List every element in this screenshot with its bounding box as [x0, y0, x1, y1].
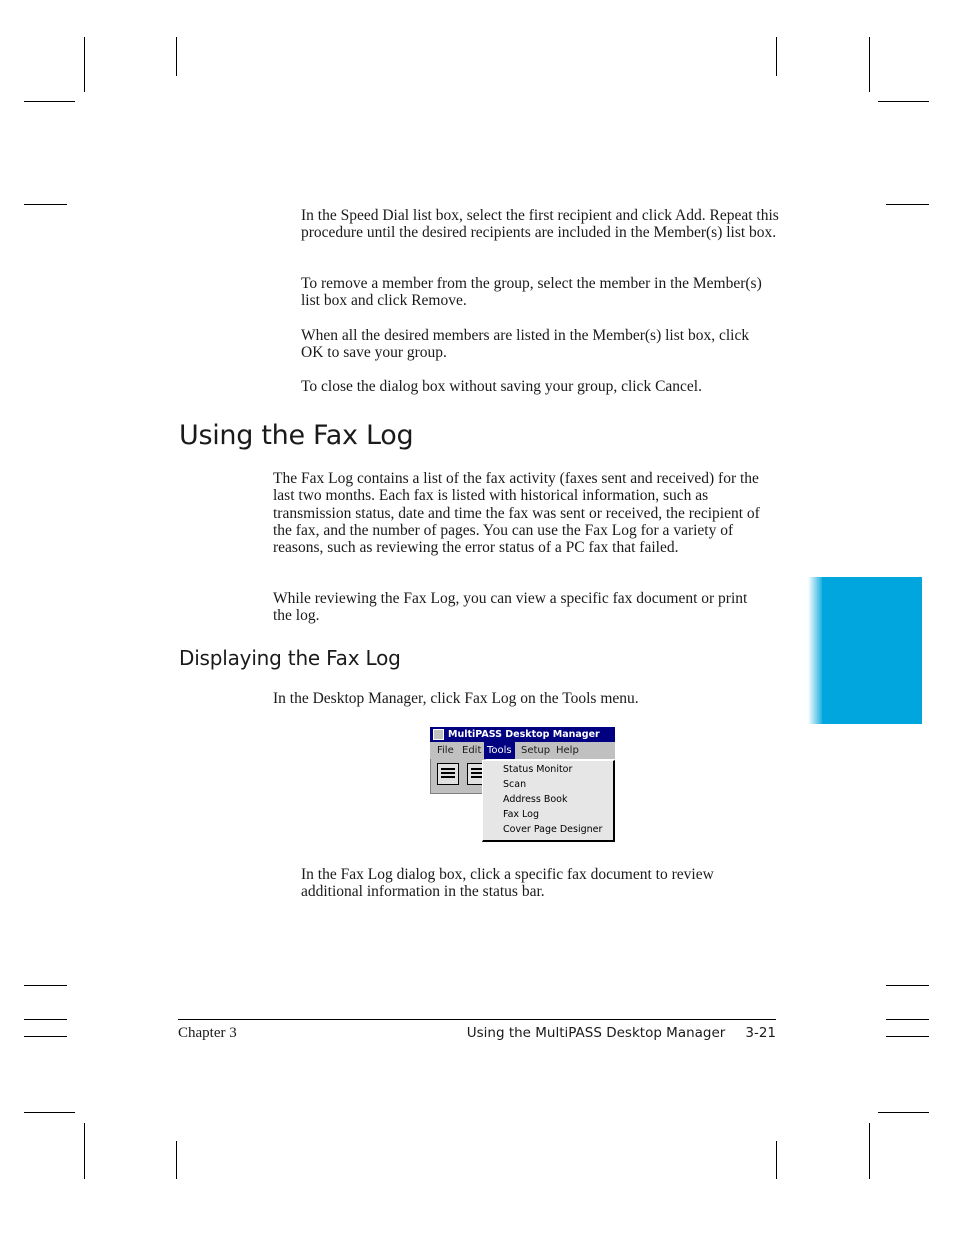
- paragraph: To remove a member from the group, select the member in the Member(s) list box and click Remove.: [301, 275, 762, 310]
- crop-mark: [878, 1112, 929, 1113]
- app-icon: [433, 729, 444, 740]
- menu-item-status-monitor[interactable]: Status Monitor: [503, 764, 573, 775]
- menu-item-cover-page-designer[interactable]: Cover Page Designer: [503, 824, 603, 835]
- section-heading: Using the Fax Log: [179, 420, 414, 451]
- crop-mark: [176, 37, 177, 76]
- crop-mark: [24, 204, 67, 205]
- crop-mark: [886, 204, 929, 205]
- footer-right: [447, 1025, 776, 1041]
- menu-item-scan[interactable]: Scan: [503, 779, 527, 790]
- page-number: 3-21: [745, 1025, 776, 1041]
- window-titlebar: [430, 727, 615, 742]
- crop-mark: [176, 1141, 177, 1179]
- crop-mark: [776, 1141, 777, 1179]
- menu-help[interactable]: Help: [556, 745, 579, 756]
- window-title: MultiPASS Desktop Manager: [448, 729, 600, 740]
- crop-mark: [869, 1123, 870, 1179]
- crop-mark: [24, 1019, 67, 1020]
- desktop-manager-screenshot: [430, 727, 615, 842]
- crop-mark: [24, 985, 67, 986]
- step-text: In the Fax Log dialog box, click a specific fax document to review additional information in the status bar.: [301, 866, 714, 901]
- menu-bar: [430, 742, 615, 759]
- footer-section-title: Using the MultiPASS Desktop Manager: [466, 1025, 726, 1041]
- paragraph: When all the desired members are listed in the Member(s) list box, click OK to save your group.: [301, 327, 750, 362]
- document-icon: [441, 768, 455, 770]
- menu-item-fax-log[interactable]: Fax Log: [503, 809, 540, 820]
- crop-mark: [24, 1112, 75, 1113]
- crop-mark: [886, 985, 929, 986]
- paragraph: In the Speed Dial list box, select the first recipient and click Add. Repeat this procedure until the desired recipients are included in the Member(s) list box.: [301, 207, 779, 242]
- crop-mark: [878, 101, 929, 102]
- crop-mark: [886, 1019, 929, 1020]
- toolbar: [430, 759, 486, 794]
- tools-dropdown-menu: [482, 760, 615, 842]
- chapter-tab: [822, 577, 922, 724]
- crop-mark: [84, 1123, 85, 1179]
- step-text: In the Desktop Manager, click Fax Log on the Tools menu.: [273, 690, 639, 707]
- footer-rule: [178, 1019, 776, 1020]
- crop-mark: [24, 1036, 67, 1037]
- crop-mark: [869, 37, 870, 92]
- crop-mark: [776, 37, 777, 76]
- menu-edit[interactable]: Edit: [462, 745, 482, 756]
- subsection-heading: Displaying the Fax Log: [179, 646, 401, 670]
- crop-mark: [84, 37, 85, 92]
- crop-mark: [886, 1036, 929, 1037]
- menu-item-address-book[interactable]: Address Book: [503, 794, 568, 805]
- menu-setup[interactable]: Setup: [521, 745, 551, 756]
- menu-file[interactable]: File: [437, 745, 454, 756]
- paragraph: The Fax Log contains a list of the fax activity (faxes sent and received) for the last two months. Each fax is listed with historical information, such as transmission status, date and time the fax was sent or received, the recipient of the fax, and the number of pages. You can use the Fax Log for a variety of reasons, such as reviewing the error status of a PC fax that failed.: [273, 470, 760, 557]
- toolbar-button[interactable]: [437, 763, 459, 785]
- paragraph: While reviewing the Fax Log, you can view a specific fax document or print the log.: [273, 590, 748, 625]
- menu-tools[interactable]: Tools: [484, 742, 515, 759]
- footer-chapter: Chapter 3: [178, 1025, 237, 1041]
- crop-mark: [24, 101, 75, 102]
- paragraph: To close the dialog box without saving your group, click Cancel.: [301, 378, 702, 395]
